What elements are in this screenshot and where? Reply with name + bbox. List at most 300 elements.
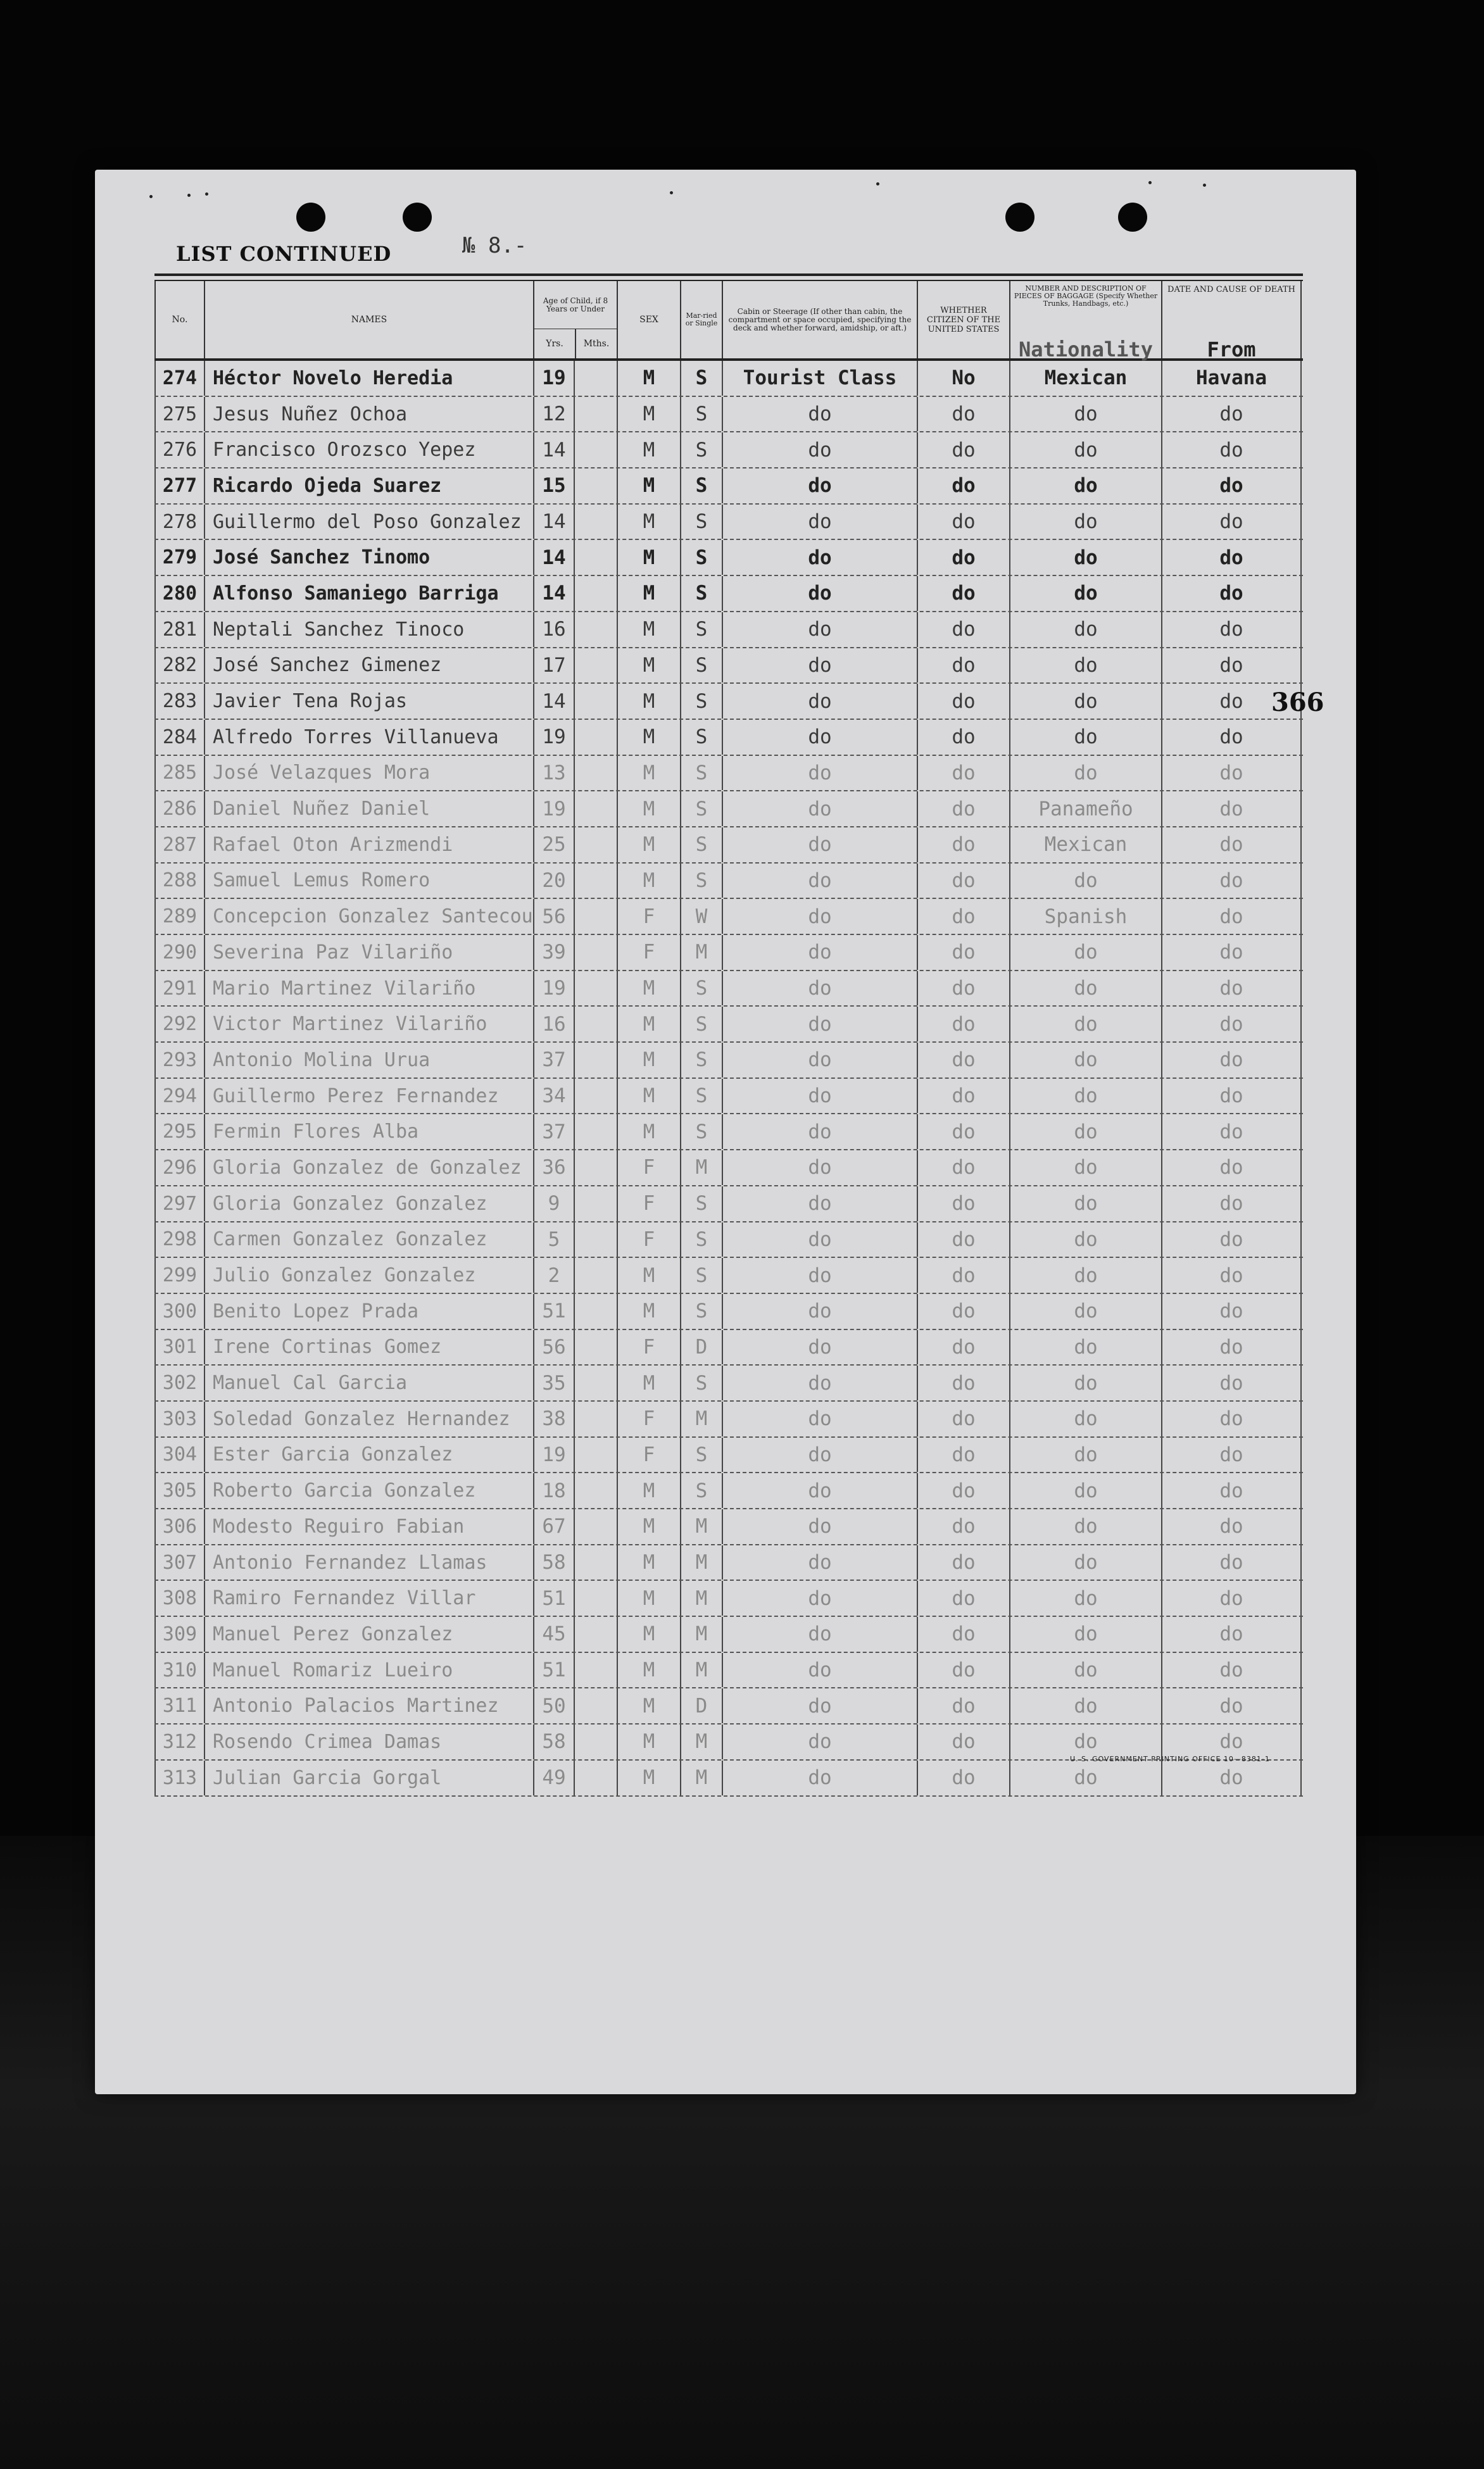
us-citizen: do: [918, 1688, 1010, 1723]
from-port: do: [1162, 1761, 1302, 1795]
passenger-name: Gloria Gonzalez de Gonzalez: [205, 1150, 534, 1185]
from-port: do: [1162, 397, 1302, 432]
age-months: [575, 1366, 618, 1400]
age-years: 37: [534, 1114, 575, 1149]
nationality: do: [1010, 1186, 1162, 1221]
sex: M: [618, 1688, 681, 1723]
age-months: [575, 1761, 618, 1795]
cabin-class: do: [723, 468, 918, 503]
passenger-name: Manuel Romariz Lueiro: [205, 1653, 534, 1688]
nationality: do: [1010, 1294, 1162, 1329]
sex: M: [618, 827, 681, 862]
age-months: [575, 1581, 618, 1616]
passenger-name: Francisco Orozsco Yepez: [205, 432, 534, 467]
table-row: [154, 827, 1303, 864]
marital-status: S: [681, 791, 723, 826]
us-citizen: do: [918, 1079, 1010, 1114]
us-citizen: do: [918, 756, 1010, 791]
us-citizen: do: [918, 899, 1010, 934]
table-row: [154, 899, 1303, 935]
nationality: do: [1010, 397, 1162, 432]
table-row: [154, 397, 1303, 433]
cabin-class: do: [723, 1653, 918, 1688]
age-years: 25: [534, 827, 575, 862]
nationality: Panameño: [1010, 791, 1162, 826]
row-number: 290: [154, 935, 205, 970]
row-number: 305: [154, 1473, 205, 1508]
age-years: 9: [534, 1186, 575, 1221]
us-citizen: do: [918, 397, 1010, 432]
from-port: do: [1162, 576, 1302, 611]
sex: M: [618, 720, 681, 755]
age-months: [575, 1617, 618, 1652]
cabin-class: do: [723, 1688, 918, 1723]
row-number: 312: [154, 1725, 205, 1759]
sex: M: [618, 1366, 681, 1400]
age-years: 14: [534, 576, 575, 611]
age-months: [575, 1186, 618, 1221]
table-row: [154, 1258, 1303, 1294]
from-port: do: [1162, 1545, 1302, 1580]
sex: M: [618, 1581, 681, 1616]
passenger-name: Daniel Nuñez Daniel: [205, 791, 534, 826]
table-row: [154, 1688, 1303, 1725]
age-years: 5: [534, 1222, 575, 1257]
table-row: [154, 1761, 1303, 1797]
row-number: 306: [154, 1509, 205, 1544]
age-months: [575, 397, 618, 432]
col-sex: SEX: [618, 281, 681, 358]
sex: F: [618, 1186, 681, 1221]
nationality: do: [1010, 684, 1162, 719]
marital-status: S: [681, 648, 723, 683]
row-number: 288: [154, 864, 205, 898]
age-years: 13: [534, 756, 575, 791]
cabin-class: do: [723, 1007, 918, 1041]
passenger-name: Héctor Novelo Heredia: [205, 361, 534, 396]
sex: F: [618, 1438, 681, 1473]
nationality: do: [1010, 1545, 1162, 1580]
marital-status: S: [681, 397, 723, 432]
passenger-name: Roberto Garcia Gonzalez: [205, 1473, 534, 1508]
row-number: 302: [154, 1366, 205, 1400]
row-number: 274: [154, 361, 205, 396]
age-months: [575, 432, 618, 467]
from-port: do: [1162, 540, 1302, 575]
cabin-class: do: [723, 1330, 918, 1365]
table-row: [154, 1043, 1303, 1079]
passenger-name: Jesus Nuñez Ochoa: [205, 397, 534, 432]
age-months: [575, 1725, 618, 1759]
row-number: 289: [154, 899, 205, 934]
us-citizen: do: [918, 540, 1010, 575]
table-row: [154, 1079, 1303, 1115]
sex: M: [618, 468, 681, 503]
passenger-name: Ramiro Fernandez Villar: [205, 1581, 534, 1616]
passenger-name: Samuel Lemus Romero: [205, 864, 534, 898]
nationality: Spanish: [1010, 899, 1162, 934]
cabin-class: do: [723, 1473, 918, 1508]
from-port: do: [1162, 1366, 1302, 1400]
marital-status: S: [681, 468, 723, 503]
col-age-title: Age of Child, if 8 Years or Under: [534, 281, 617, 329]
nationality: do: [1010, 1258, 1162, 1293]
cabin-class: do: [723, 791, 918, 826]
from-port: do: [1162, 935, 1302, 970]
table-row: [154, 935, 1303, 971]
punch-hole: [1005, 203, 1034, 232]
row-number: 286: [154, 791, 205, 826]
us-citizen: do: [918, 827, 1010, 862]
passenger-name: Benito Lopez Prada: [205, 1294, 534, 1329]
cabin-class: do: [723, 827, 918, 862]
sex: M: [618, 684, 681, 719]
nationality: do: [1010, 756, 1162, 791]
us-citizen: do: [918, 1294, 1010, 1329]
table-row: [154, 756, 1303, 792]
marital-status: S: [681, 1294, 723, 1329]
table-row: [154, 1509, 1303, 1545]
marital-status: M: [681, 1509, 723, 1544]
from-port: do: [1162, 1725, 1302, 1759]
row-number: 275: [154, 397, 205, 432]
marital-status: M: [681, 1150, 723, 1185]
nationality: do: [1010, 432, 1162, 467]
table-header: [154, 280, 1303, 361]
nationality: do: [1010, 1366, 1162, 1400]
marital-status: M: [681, 1545, 723, 1580]
us-citizen: do: [918, 1617, 1010, 1652]
from-port: do: [1162, 720, 1302, 755]
from-port: do: [1162, 648, 1302, 683]
from-port: do: [1162, 1294, 1302, 1329]
table-row: [154, 361, 1303, 397]
marital-status: S: [681, 1007, 723, 1041]
us-citizen: do: [918, 648, 1010, 683]
table-row: [154, 684, 1303, 720]
sex: F: [618, 1222, 681, 1257]
sex: M: [618, 1473, 681, 1508]
col-death: [1162, 281, 1302, 361]
age-months: [575, 827, 618, 862]
sex: M: [618, 1079, 681, 1114]
row-number: 301: [154, 1330, 205, 1365]
marital-status: S: [681, 1473, 723, 1508]
age-months: [575, 1473, 618, 1508]
age-months: [575, 1079, 618, 1114]
speck: [1203, 184, 1206, 187]
age-years: 50: [534, 1688, 575, 1723]
passenger-name: Victor Martinez Vilariño: [205, 1007, 534, 1041]
cabin-class: do: [723, 1186, 918, 1221]
age-months: [575, 791, 618, 826]
cabin-class: do: [723, 720, 918, 755]
row-number: 276: [154, 432, 205, 467]
us-citizen: do: [918, 971, 1010, 1006]
marital-status: S: [681, 1114, 723, 1149]
table-row: [154, 791, 1303, 827]
nationality: do: [1010, 468, 1162, 503]
marital-status: S: [681, 1222, 723, 1257]
age-years: 39: [534, 935, 575, 970]
marital-status: S: [681, 971, 723, 1006]
passenger-name: Manuel Cal Garcia: [205, 1366, 534, 1400]
table-row: [154, 1007, 1303, 1043]
age-months: [575, 756, 618, 791]
row-number: 293: [154, 1043, 205, 1077]
age-years: 34: [534, 1079, 575, 1114]
age-months: [575, 864, 618, 898]
table-row: [154, 576, 1303, 612]
passenger-name: Fermin Flores Alba: [205, 1114, 534, 1149]
col-death-label: DATE AND CAUSE OF DEATH: [1167, 285, 1295, 294]
age-months: [575, 1114, 618, 1149]
table-row: [154, 1653, 1303, 1689]
col-baggage-label: NUMBER AND DESCRIPTION OF PIECES OF BAGGAGE (Specify Whether Trunks, Handbags, etc.): [1014, 284, 1158, 308]
speck: [187, 194, 191, 197]
col-citizen: WHETHER CITIZEN OF THE UNITED STATES: [918, 281, 1010, 358]
row-number: 294: [154, 1079, 205, 1114]
age-years: 15: [534, 468, 575, 503]
age-years: 49: [534, 1761, 575, 1795]
table-row: [154, 1617, 1303, 1653]
from-port: do: [1162, 899, 1302, 934]
passenger-name: Ricardo Ojeda Suarez: [205, 468, 534, 503]
age-months: [575, 899, 618, 934]
us-citizen: do: [918, 720, 1010, 755]
row-number: 282: [154, 648, 205, 683]
row-number: 309: [154, 1617, 205, 1652]
age-months: [575, 935, 618, 970]
age-years: 19: [534, 971, 575, 1006]
from-port: do: [1162, 505, 1302, 539]
us-citizen: do: [918, 1545, 1010, 1580]
passenger-name: Antonio Palacios Martinez: [205, 1688, 534, 1723]
nationality: do: [1010, 505, 1162, 539]
age-months: [575, 468, 618, 503]
cabin-class: do: [723, 1366, 918, 1400]
from-port: do: [1162, 1043, 1302, 1077]
us-citizen: do: [918, 1114, 1010, 1149]
table-row: [154, 1473, 1303, 1509]
marital-status: S: [681, 505, 723, 539]
cabin-class: do: [723, 1222, 918, 1257]
us-citizen: do: [918, 1581, 1010, 1616]
from-port: do: [1162, 1581, 1302, 1616]
marital-status: S: [681, 1438, 723, 1473]
col-no: No.: [154, 281, 205, 358]
sex: M: [618, 1653, 681, 1688]
row-number: 295: [154, 1114, 205, 1149]
age-years: 2: [534, 1258, 575, 1293]
speck: [205, 192, 208, 196]
cabin-class: do: [723, 1402, 918, 1436]
from-port: do: [1162, 432, 1302, 467]
marital-status: S: [681, 827, 723, 862]
age-months: [575, 1043, 618, 1077]
table-row: [154, 864, 1303, 900]
sex: M: [618, 1545, 681, 1580]
row-number: 299: [154, 1258, 205, 1293]
table-row: [154, 1402, 1303, 1438]
age-months: [575, 505, 618, 539]
row-number: 281: [154, 612, 205, 647]
age-months: [575, 1007, 618, 1041]
from-port: do: [1162, 468, 1302, 503]
age-years: 45: [534, 1617, 575, 1652]
age-years: 58: [534, 1725, 575, 1759]
sex: M: [618, 612, 681, 647]
age-years: 51: [534, 1653, 575, 1688]
sex: M: [618, 1258, 681, 1293]
age-months: [575, 720, 618, 755]
nationality: do: [1010, 1473, 1162, 1508]
nationality: do: [1010, 1509, 1162, 1544]
age-years: 14: [534, 432, 575, 467]
cabin-class: do: [723, 1079, 918, 1114]
marital-status: S: [681, 864, 723, 898]
age-years: 37: [534, 1043, 575, 1077]
printer-imprint: U. S. GOVERNMENT PRINTING OFFICE 10—8381-1: [1070, 1755, 1270, 1763]
nationality: do: [1010, 1043, 1162, 1077]
table-row: [154, 720, 1303, 756]
age-years: 19: [534, 1438, 575, 1473]
age-years: 58: [534, 1545, 575, 1580]
age-years: 18: [534, 1473, 575, 1508]
age-months: [575, 1653, 618, 1688]
marital-status: S: [681, 1186, 723, 1221]
cabin-class: do: [723, 576, 918, 611]
from-port: do: [1162, 971, 1302, 1006]
table-row: [154, 971, 1303, 1007]
cabin-class: do: [723, 1294, 918, 1329]
from-port: do: [1162, 827, 1302, 862]
passenger-name: Alfredo Torres Villanueva: [205, 720, 534, 755]
age-months: [575, 1545, 618, 1580]
cabin-class: do: [723, 899, 918, 934]
passenger-name: Javier Tena Rojas: [205, 684, 534, 719]
nationality: do: [1010, 1438, 1162, 1473]
col-from-overwrite: From: [1207, 337, 1256, 361]
age-years: 16: [534, 1007, 575, 1041]
sex: M: [618, 864, 681, 898]
marital-status: S: [681, 756, 723, 791]
us-citizen: do: [918, 935, 1010, 970]
table-row: [154, 1114, 1303, 1150]
cabin-class: do: [723, 864, 918, 898]
table-row: [154, 1150, 1303, 1186]
passenger-name: Manuel Perez Gonzalez: [205, 1617, 534, 1652]
passenger-name: José Sanchez Tinomo: [205, 540, 534, 575]
col-mths: Mths.: [583, 338, 610, 349]
sex: F: [618, 1402, 681, 1436]
nationality: do: [1010, 1688, 1162, 1723]
nationality: do: [1010, 1402, 1162, 1436]
cabin-class: do: [723, 1509, 918, 1544]
cabin-class: do: [723, 935, 918, 970]
cabin-class: do: [723, 756, 918, 791]
passenger-name: Julio Gonzalez Gonzalez: [205, 1258, 534, 1293]
col-yrs: Yrs.: [534, 329, 576, 358]
age-months: [575, 361, 618, 396]
passenger-name: Mario Martinez Vilariño: [205, 971, 534, 1006]
nationality: do: [1010, 864, 1162, 898]
passenger-name: Rosendo Crimea Damas: [205, 1725, 534, 1759]
table-row: [154, 505, 1303, 541]
age-months: [575, 1688, 618, 1723]
marital-status: S: [681, 576, 723, 611]
col-cabin: Cabin or Steerage (If other than cabin, the compartment or space occupied, specifying the deck and whether forward, amidship, or aft.): [723, 281, 918, 358]
marital-status: D: [681, 1688, 723, 1723]
punch-hole: [296, 203, 325, 232]
passenger-name: Gloria Gonzalez Gonzalez: [205, 1186, 534, 1221]
row-number: 313: [154, 1761, 205, 1795]
from-port: do: [1162, 1473, 1302, 1508]
passenger-name: Julian Garcia Gorgal: [205, 1761, 534, 1795]
sex: M: [618, 1294, 681, 1329]
us-citizen: do: [918, 1509, 1010, 1544]
marital-status: M: [681, 1761, 723, 1795]
sex: M: [618, 432, 681, 467]
us-citizen: do: [918, 1007, 1010, 1041]
us-citizen: do: [918, 1330, 1010, 1365]
sex: M: [618, 1761, 681, 1795]
nationality: do: [1010, 1761, 1162, 1795]
us-citizen: do: [918, 1258, 1010, 1293]
from-port: do: [1162, 1150, 1302, 1185]
passenger-name: Severina Paz Vilariño: [205, 935, 534, 970]
passenger-name: José Sanchez Gimenez: [205, 648, 534, 683]
sex: M: [618, 1043, 681, 1077]
marital-status: S: [681, 1258, 723, 1293]
from-port: do: [1162, 864, 1302, 898]
from-port: do: [1162, 1222, 1302, 1257]
marital-status: S: [681, 432, 723, 467]
passenger-name: Concepcion Gonzalez Santecou: [205, 899, 534, 934]
us-citizen: do: [918, 791, 1010, 826]
from-port: do: [1162, 1186, 1302, 1221]
cabin-class: do: [723, 432, 918, 467]
table-row: [154, 648, 1303, 684]
us-citizen: do: [918, 1150, 1010, 1185]
col-age: [534, 281, 618, 358]
age-months: [575, 612, 618, 647]
age-months: [575, 576, 618, 611]
cabin-class: do: [723, 1438, 918, 1473]
cabin-class: do: [723, 1258, 918, 1293]
from-port: do: [1162, 1330, 1302, 1365]
cabin-class: do: [723, 1761, 918, 1795]
sex: M: [618, 361, 681, 396]
passenger-name: Modesto Reguiro Fabian: [205, 1509, 534, 1544]
marital-status: W: [681, 899, 723, 934]
sex: M: [618, 1007, 681, 1041]
manifest-table: [154, 273, 1303, 1797]
sex: F: [618, 1150, 681, 1185]
age-years: 51: [534, 1581, 575, 1616]
from-port: do: [1162, 1438, 1302, 1473]
sex: M: [618, 505, 681, 539]
age-years: 36: [534, 1150, 575, 1185]
row-number: 308: [154, 1581, 205, 1616]
age-years: 19: [534, 361, 575, 396]
table-row: [154, 1222, 1303, 1259]
us-citizen: do: [918, 505, 1010, 539]
row-number: 307: [154, 1545, 205, 1580]
from-port: do: [1162, 1079, 1302, 1114]
age-months: [575, 1438, 618, 1473]
age-years: 56: [534, 899, 575, 934]
